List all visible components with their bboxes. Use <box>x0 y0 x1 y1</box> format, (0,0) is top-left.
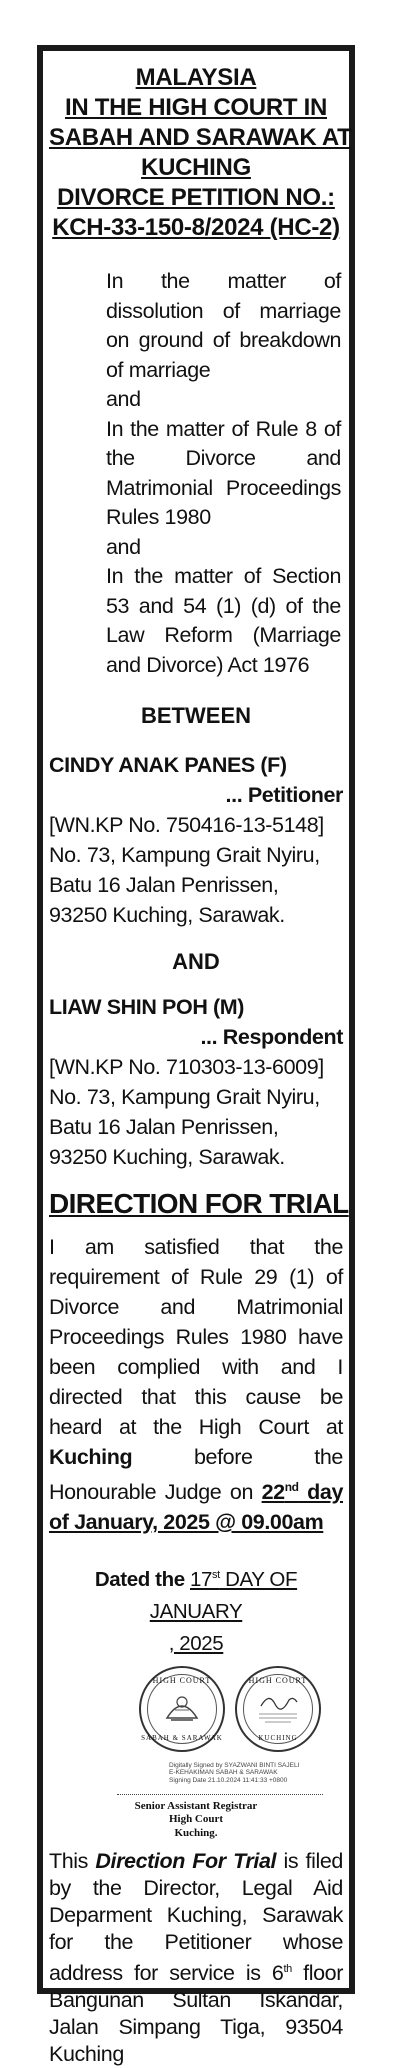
direction-text: before the Honourable Judge on <box>49 1445 343 1505</box>
registrar-court: High Court <box>168 1813 224 1826</box>
petitioner-address-line: No. 73, Kampung Grait Nyiru, <box>49 843 320 867</box>
registrar-title: Senior Assistant Registrar <box>134 1799 258 1812</box>
header-line: DIVORCE PETITION NO.: <box>57 184 335 211</box>
direction-text: I am satisfied that the requirement of Rule 29 (1) of Divorce and Matrimonial Proceedings Rules 1980 have been complied with and I directed that this cause be heard at the High Court at <box>49 1235 343 1439</box>
signature-line: E-KEHAKIMAN SABAH & SARAWAK <box>169 1769 278 1777</box>
respondent-name: LIAW SHIN POH (M) <box>49 995 245 1019</box>
signature-dotted-line <box>117 1794 323 1795</box>
seal-bottom-text: KUCHING <box>258 1733 298 1742</box>
respondent-block <box>49 992 343 1172</box>
matter-text: In the matter of Rule 8 of the Divorce and Matrimonial Proceedings Rules 1980 <box>106 416 341 529</box>
hearing-day-suffix: nd <box>284 1480 299 1494</box>
petitioner-block <box>49 750 343 930</box>
signature-line: Signing Date 21.10.2024 11:41:33 +0800 <box>169 1776 288 1784</box>
hearing-place: Kuching <box>49 1445 133 1469</box>
matter-block <box>106 267 341 680</box>
court-seal-right <box>235 1666 321 1752</box>
respondent-address-line: Batu 16 Jalan Penrissen, <box>49 1115 279 1139</box>
header-line: KUCHING <box>141 154 251 181</box>
matter-and: and <box>106 387 141 411</box>
petitioner-ic: [WN.KP No. 750416-13-5148] <box>49 813 324 837</box>
matter-text: In the matter of Section 53 and 54 (1) (d) of the Law Reform (Marriage and Divorce) Act 1976 <box>106 564 341 677</box>
notice-content <box>49 51 352 2068</box>
seal-top-text: HIGH COURT <box>248 1675 308 1685</box>
dated-day-suffix: st <box>212 1569 220 1582</box>
document-title: DIRECTION FOR TRIAL <box>49 1188 349 1219</box>
footer-floor-suffix: th <box>283 1962 292 1975</box>
dated-label: Dated the <box>94 1567 190 1591</box>
footer-text: is filed by the Director, Legal Aid Deparment Kuching, Sarawak for the Petitioner whose address for service is 6 <box>49 1848 343 1986</box>
dated-year: , 2025 <box>168 1631 224 1655</box>
footer-emphasis: Direction For Trial <box>95 1848 277 1873</box>
petitioner-address-line: 93250 Kuching, Sarawak. <box>49 903 285 927</box>
petitioner-address-line: Batu 16 Jalan Penrissen, <box>49 873 279 897</box>
registrar-block <box>49 1800 343 1841</box>
matter-text: In the matter of dissolution of marriage on ground of breakdown of marriage <box>106 269 341 382</box>
dated-line <box>49 1559 343 1660</box>
footer-text: This <box>49 1848 96 1873</box>
signature-line: Digitally Signed by SYAZWANI BINTI SAJELI <box>169 1761 300 1769</box>
respondent-address-line: 93250 Kuching, Sarawak. <box>49 1145 285 1169</box>
respondent-role: ... Respondent <box>200 1025 343 1049</box>
header-line: MALAYSIA <box>135 64 257 91</box>
respondent-ic: [WN.KP No. 710303-13-6009] <box>49 1055 324 1079</box>
seal-top-text: HIGH COURT <box>152 1675 212 1685</box>
notice-frame <box>37 45 355 2067</box>
footer-note <box>49 1848 343 2068</box>
hearing-day: 22 <box>261 1480 285 1505</box>
seal-area <box>49 1666 343 1839</box>
direction-body <box>49 1232 343 1537</box>
registrar-location: Kuching. <box>174 1826 218 1839</box>
dated-month: DAY OF JANUARY <box>149 1567 298 1623</box>
court-seal-left <box>139 1666 225 1752</box>
coat-of-arms-icon <box>139 1666 225 1752</box>
digital-signature-info <box>169 1762 299 1785</box>
footer-text: floor Bangunan Sultan Iskandar, Jalan Simpang Tiga, 93504 Kuching <box>49 1961 343 2067</box>
dated-day: 17 <box>190 1567 213 1591</box>
respondent-address-line: No. 73, Kampung Grait Nyiru, <box>49 1085 320 1109</box>
petitioner-role: ... Petitioner <box>225 783 343 807</box>
and-heading: AND <box>172 949 220 974</box>
petitioner-name: CINDY ANAK PANES (F) <box>49 753 287 777</box>
court-header <box>49 63 352 243</box>
seal-bottom-text: SABAH & SARAWAK <box>141 1733 223 1742</box>
header-line: KCH-33-150-8/2024 (HC-2) <box>52 214 340 241</box>
header-line: IN THE HIGH COURT IN <box>65 94 327 121</box>
between-heading: BETWEEN <box>141 703 251 728</box>
signature-icon <box>235 1666 321 1752</box>
header-line: SABAH AND SARAWAK AT <box>49 124 352 151</box>
matter-and: and <box>106 534 141 559</box>
hearing-date-rest: day of January, 2025 @ 09.00am <box>49 1480 343 1535</box>
